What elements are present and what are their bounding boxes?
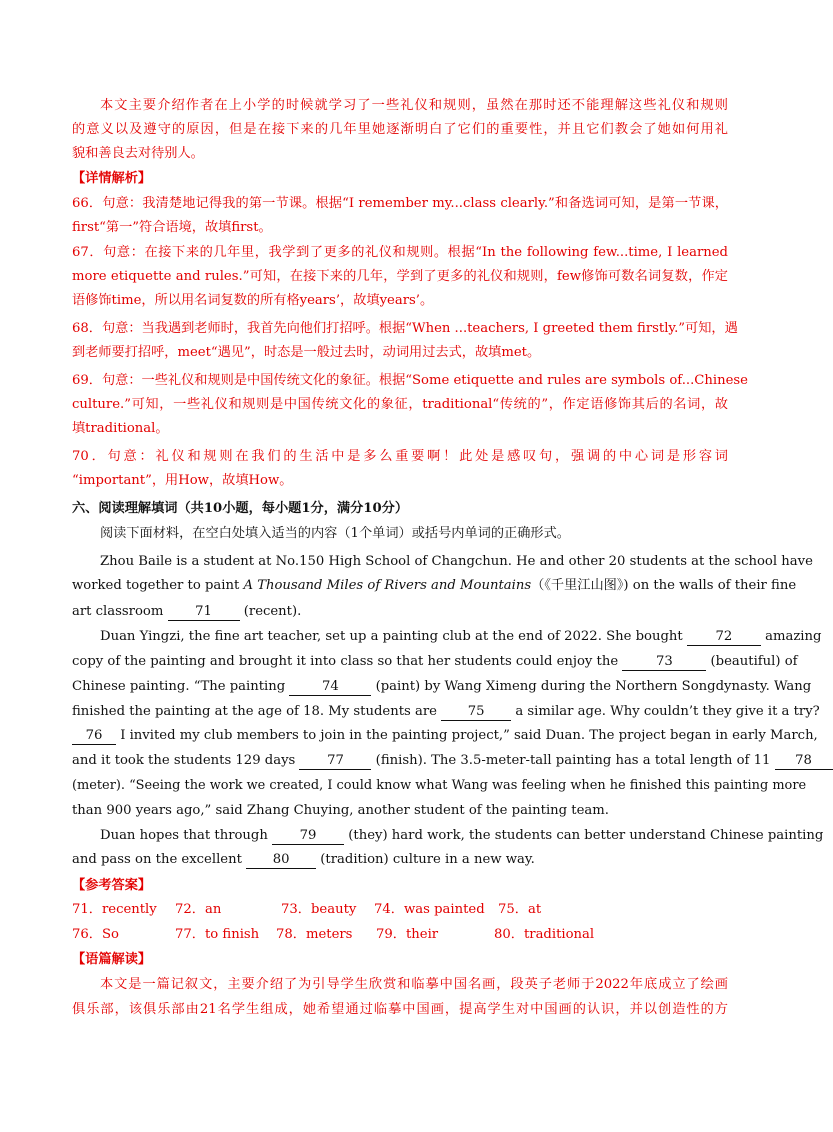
blank-79[interactable]: 79: [272, 828, 344, 845]
passage-line: art classroom 71 (recent).: [72, 604, 302, 619]
explanation-69: culture.”可知，一些礼仪和规则是中国传统文化的象征，traditional“传统的”，作定语修饰其后的名词，故: [72, 397, 728, 412]
explanation-70: “important”，用How，故填How。: [72, 473, 293, 488]
answer-80: 80．traditional: [494, 927, 595, 942]
answer-76: 76．So: [72, 927, 119, 942]
passage-line: (meter). “Seeing the work we created, I could know what Wang was feeling when he finished this painting more: [72, 778, 807, 793]
answer-79: 79．their: [376, 927, 439, 942]
summary-line: 本文主要介绍作者在上小学的时候就学习了一些礼仪和规则，虽然在那时还不能理解这些礼仪和规则: [100, 98, 728, 113]
answer-71: 71．recently: [72, 902, 157, 917]
section-instruction: 阅读下面材料，在空白处填入适当的内容（1个单词）或括号内单词的正确形式。: [100, 526, 570, 541]
summary-line: 的意义以及遵守的原因，但是在接下来的几年里她逐渐明白了它们的重要性，并且它们教会了她如何用礼: [72, 122, 728, 137]
explanation-70: 70．句意：礼仪和规则在我们的生活中是多么重要啊！此处是感叹句，强调的中心词是形容词: [72, 449, 728, 464]
reading-line: 俱乐部，该俱乐部由21名学生组成，她希望通过临摹中国画，提高学生对中国画的认识，并以创造性的方: [72, 1002, 728, 1017]
summary-line: 貌和善良去对待别人。: [72, 146, 204, 161]
blank-72[interactable]: 72: [687, 629, 761, 646]
passage-line: and it took the students 129 days 77 (finish). The 3.5-meter-tall painting has a total length of 11 78: [72, 749, 728, 773]
blank-75[interactable]: 75: [441, 704, 511, 721]
passage-line: Chinese painting. “The painting 74 (paint) by Wang Ximeng during the Northern Songdynasty. Wang: [72, 679, 812, 694]
detail-heading: 【详情解析】: [72, 171, 152, 186]
passage-line: Duan Yingzi, the fine art teacher, set up a painting club at the end of 2022. She bought 72 amazing: [100, 629, 822, 644]
reading-heading: 【语篇解读】: [72, 952, 152, 967]
passage-line: 76 I invited my club members to join in the painting project,” said Duan. The project began in early March,: [72, 724, 728, 748]
passage-line: Duan hopes that through 79 (they) hard work, the students can better understand Chinese painting: [100, 828, 824, 843]
blank-71[interactable]: 71: [168, 604, 240, 621]
explanation-66: first“第一”符合语境，故填first。: [72, 220, 272, 235]
blank-74[interactable]: 74: [289, 679, 371, 696]
section-title: 六、阅读理解填词（共10小题，每小题1分，满分10分）: [72, 501, 409, 516]
painting-title: A Thousand Miles of Rivers and Mountains: [243, 578, 532, 593]
blank-77[interactable]: 77: [299, 753, 371, 770]
passage-line: than 900 years ago,” said Zhang Chuying, another student of the painting team.: [72, 803, 609, 818]
explanation-68: 到老师要打招呼，meet“遇见”，时态是一般过去时，动词用过去式，故填met。: [72, 345, 541, 360]
answer-75: 75．at: [498, 902, 542, 917]
explanation-67: 67．句意：在接下来的几年里，我学到了更多的礼仪和规则。根据“In the following few...time, I learned: [72, 245, 728, 260]
answer-73: 73．beauty: [281, 902, 357, 917]
reading-line: 本文是一篇记叙文，主要介绍了为引导学生欣赏和临摹中国名画，段英子老师于2022年底成立了绘画: [100, 977, 728, 992]
blank-73[interactable]: 73: [622, 654, 706, 671]
answer-77: 77．to finish: [175, 927, 260, 942]
passage-line: finished the painting at the age of 18. My students are 75 a similar age. Why couldn’t they give it a try?: [72, 704, 820, 719]
passage-line: copy of the painting and brought it into class so that her students could enjoy the 73 (beautiful) of: [72, 654, 798, 669]
passage-line: worked together to paint A Thousand Miles of Rivers and Mountains（《千里江山图》) on the walls of their fine: [72, 578, 797, 593]
explanation-67: more etiquette and rules.”可知，在接下来的几年，学到了更多的礼仪和规则，few修饰可数名词复数，作定: [72, 269, 728, 284]
blank-76[interactable]: 76: [72, 728, 116, 745]
blank-78[interactable]: 78: [775, 753, 833, 770]
blank-80[interactable]: 80: [246, 852, 316, 869]
explanation-68: 68．句意：当我遇到老师时，我首先向他们打招呼。根据“When ...teachers, I greeted them firstly.”可知，遇: [72, 321, 738, 336]
answer-78: 78．meters: [276, 927, 353, 942]
explanation-69: 填traditional。: [72, 421, 169, 436]
explanation-66: 66．句意：我清楚地记得我的第一节课。根据“I remember my...class clearly.”和备选词可知，是第一节课，: [72, 196, 728, 211]
passage-line: Zhou Baile is a student at No.150 High School of Changchun. He and other 20 students at the school have: [100, 554, 813, 569]
answer-heading: 【参考答案】: [72, 878, 152, 893]
explanation-67: 语修饰time，所以用名词复数的所有格years’，故填years’。: [72, 293, 434, 308]
answer-74: 74．was painted: [374, 902, 485, 917]
answer-72: 72．an: [175, 902, 222, 917]
passage-line: and pass on the excellent 80 (tradition) culture in a new way.: [72, 852, 535, 867]
explanation-69: 69．句意：一些礼仪和规则是中国传统文化的象征。根据“Some etiquette and rules are symbols of...Chinese: [72, 373, 748, 388]
